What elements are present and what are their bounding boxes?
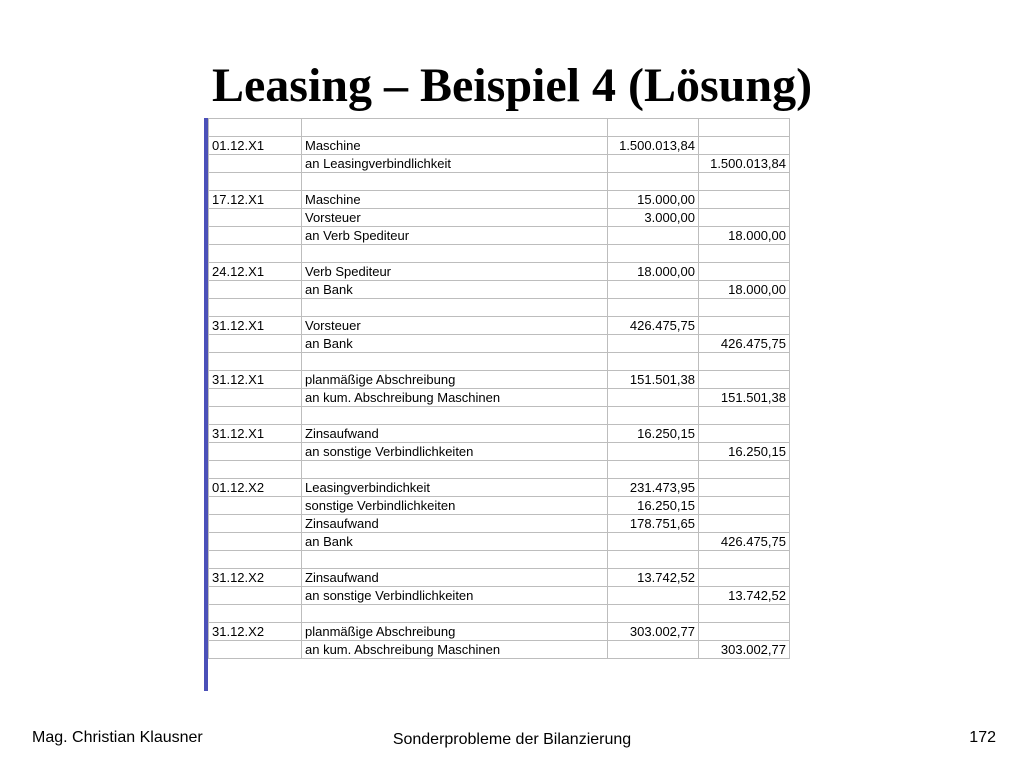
cell-credit [699,173,790,191]
cell-credit [699,497,790,515]
cell-account: planmäßige Abschreibung [302,623,608,641]
cell-debit: 16.250,15 [608,497,699,515]
cell-credit: 13.742,52 [699,587,790,605]
booking-row [209,281,790,299]
cell-account: an kum. Abschreibung Maschinen [302,389,608,407]
cell-credit: 303.002,77 [699,641,790,659]
cell-date [209,209,302,227]
booking-row [209,605,790,623]
cell-debit: 303.002,77 [608,623,699,641]
cell-date [209,353,302,371]
booking-row [209,371,790,389]
cell-debit [608,587,699,605]
booking-row [209,335,790,353]
cell-debit [608,281,699,299]
booking-row [209,317,790,335]
cell-credit: 151.501,38 [699,389,790,407]
cell-debit [608,335,699,353]
cell-credit [699,191,790,209]
cell-debit [608,605,699,623]
cell-credit: 1.500.013,84 [699,155,790,173]
cell-date [209,119,302,137]
cell-debit [608,173,699,191]
cell-date [209,533,302,551]
cell-credit [699,407,790,425]
cell-date [209,407,302,425]
cell-date: 31.12.X1 [209,317,302,335]
booking-row [209,551,790,569]
cell-credit [699,515,790,533]
cell-account: an Leasingverbindlichkeit [302,155,608,173]
cell-debit [608,533,699,551]
cell-account: an sonstige Verbindlichkeiten [302,587,608,605]
cell-account: Zinsaufwand [302,425,608,443]
cell-account: an Bank [302,335,608,353]
cell-debit: 15.000,00 [608,191,699,209]
cell-date [209,605,302,623]
cell-debit [608,407,699,425]
cell-credit [699,137,790,155]
cell-debit: 231.473,95 [608,479,699,497]
cell-account [302,119,608,137]
cell-account: Zinsaufwand [302,515,608,533]
booking-row [209,623,790,641]
cell-date: 24.12.X1 [209,263,302,281]
cell-debit: 3.000,00 [608,209,699,227]
booking-row [209,155,790,173]
cell-date [209,173,302,191]
cell-date [209,335,302,353]
cell-date [209,551,302,569]
cell-debit: 178.751,65 [608,515,699,533]
cell-account: Maschine [302,191,608,209]
booking-row [209,227,790,245]
cell-account [302,605,608,623]
booking-row [209,119,790,137]
cell-credit [699,317,790,335]
cell-date [209,443,302,461]
cell-account [302,245,608,263]
cell-debit [608,461,699,479]
cell-date: 31.12.X2 [209,623,302,641]
cell-credit: 426.475,75 [699,533,790,551]
cell-account [302,551,608,569]
cell-credit [699,299,790,317]
cell-debit [608,299,699,317]
cell-debit: 151.501,38 [608,371,699,389]
cell-account [302,461,608,479]
booking-row [209,443,790,461]
slide-title: Leasing – Beispiel 4 (Lösung) [211,59,813,112]
cell-debit [608,641,699,659]
cell-account [302,353,608,371]
cell-debit [608,389,699,407]
cell-date [209,155,302,173]
booking-row [209,173,790,191]
cell-debit: 16.250,15 [608,425,699,443]
cell-debit: 13.742,52 [608,569,699,587]
cell-date: 31.12.X2 [209,569,302,587]
booking-row [209,137,790,155]
cell-date: 01.12.X2 [209,479,302,497]
booking-row [209,461,790,479]
cell-credit [699,425,790,443]
cell-debit [608,353,699,371]
cell-debit [608,551,699,569]
cell-credit [699,119,790,137]
cell-date [209,515,302,533]
booking-row [209,479,790,497]
cell-date [209,641,302,659]
cell-credit [699,371,790,389]
booking-table [208,118,790,659]
cell-debit [608,227,699,245]
cell-debit [608,155,699,173]
cell-account: an kum. Abschreibung Maschinen [302,641,608,659]
cell-credit [699,551,790,569]
cell-account [302,299,608,317]
booking-row [209,191,790,209]
footer-page-number: 172 [969,729,996,746]
cell-account: an Verb Spediteur [302,227,608,245]
cell-date [209,389,302,407]
cell-account: planmäßige Abschreibung [302,371,608,389]
booking-row [209,425,790,443]
cell-account: Verb Spediteur [302,263,608,281]
cell-date: 17.12.X1 [209,191,302,209]
cell-date [209,227,302,245]
booking-row [209,407,790,425]
cell-date: 31.12.X1 [209,371,302,389]
cell-date [209,497,302,515]
booking-row [209,209,790,227]
cell-date [209,245,302,263]
cell-account: an Bank [302,533,608,551]
booking-row [209,641,790,659]
cell-debit [608,443,699,461]
booking-row [209,263,790,281]
cell-credit [699,245,790,263]
cell-credit: 18.000,00 [699,281,790,299]
cell-credit: 18.000,00 [699,227,790,245]
booking-row [209,515,790,533]
cell-date [209,587,302,605]
cell-account: Leasingverbindichkeit [302,479,608,497]
cell-account [302,173,608,191]
cell-date [209,461,302,479]
booking-row [209,587,790,605]
booking-row [209,569,790,587]
cell-credit [699,569,790,587]
booking-row [209,299,790,317]
cell-credit [699,461,790,479]
cell-date [209,281,302,299]
cell-debit [608,245,699,263]
footer-topic: Sonderprobleme der Bilanzierung [392,731,632,748]
cell-account: Zinsaufwand [302,569,608,587]
cell-debit: 18.000,00 [608,263,699,281]
cell-date: 31.12.X1 [209,425,302,443]
cell-credit: 426.475,75 [699,335,790,353]
cell-account: an sonstige Verbindlichkeiten [302,443,608,461]
booking-row [209,389,790,407]
cell-date: 01.12.X1 [209,137,302,155]
cell-account: Maschine [302,137,608,155]
booking-row [209,245,790,263]
cell-debit [608,119,699,137]
cell-credit [699,353,790,371]
cell-account: sonstige Verbindlichkeiten [302,497,608,515]
cell-credit [699,623,790,641]
booking-row [209,533,790,551]
footer-author: Mag. Christian Klausner [32,729,203,746]
cell-credit [699,263,790,281]
booking-row [209,353,790,371]
cell-date [209,299,302,317]
cell-account: an Bank [302,281,608,299]
cell-account [302,407,608,425]
cell-credit: 16.250,15 [699,443,790,461]
booking-row [209,497,790,515]
cell-credit [699,605,790,623]
cell-debit: 1.500.013,84 [608,137,699,155]
booking-sheet [204,118,788,691]
cell-account: Vorsteuer [302,209,608,227]
cell-account: Vorsteuer [302,317,608,335]
cell-credit [699,479,790,497]
cell-debit: 426.475,75 [608,317,699,335]
cell-credit [699,209,790,227]
